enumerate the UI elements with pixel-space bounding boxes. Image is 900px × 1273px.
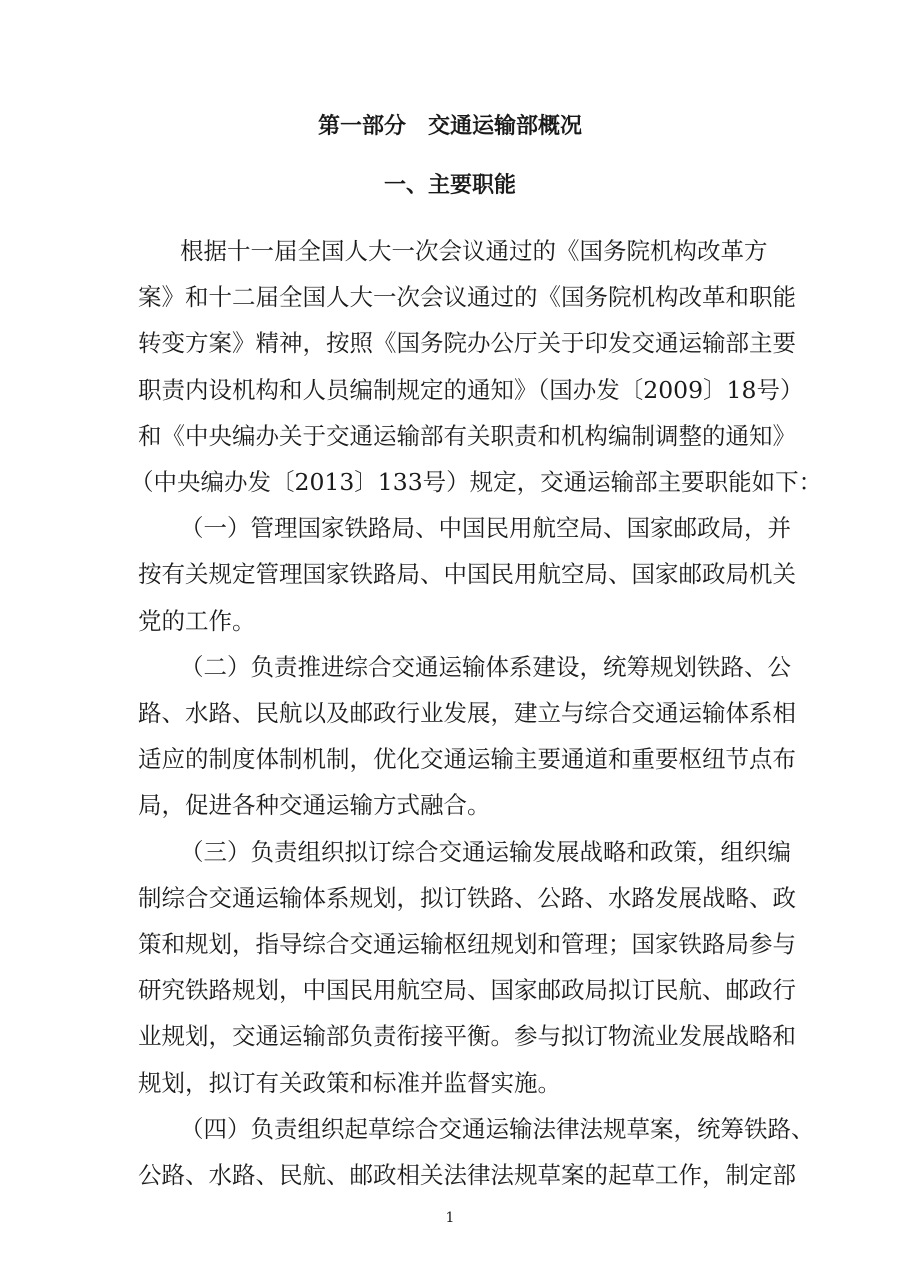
paragraph-line: 适应的制度体制机制，优化交通运输主要通道和重要枢纽节点布	[138, 745, 796, 773]
paragraph-line: （三）负责组织拟订综合交通运输发展战略和政策，组织编	[180, 838, 791, 866]
paragraph-line: （一）管理国家铁路局、中国民用航空局、国家邮政局，并	[180, 514, 791, 542]
paragraph-line: 策和规划，指导综合交通运输枢纽规划和管理；国家铁路局参与	[138, 930, 796, 958]
paragraph-line: 公路、水路、民航、邮政相关法律法规草案的起草工作，制定部	[138, 1161, 796, 1189]
paragraph-line: 按有关规定管理国家铁路局、中国民用航空局、国家邮政局机关	[138, 560, 796, 588]
paragraph-line: 转变方案》精神，按照《国务院办公厅关于印发交通运输部主要	[138, 329, 796, 357]
paragraph-line: 根据十一届全国人大一次会议通过的《国务院机构改革方	[180, 237, 768, 265]
part-title: 第一部分 交通运输部概况	[317, 114, 582, 139]
paragraph-line: 业规划，交通运输部负责衔接平衡。参与拟订物流业发展战略和	[138, 1022, 796, 1050]
section-title: 一、主要职能	[383, 173, 516, 198]
paragraph-line: 局，促进各种交通运输方式融合。	[138, 791, 491, 819]
paragraph-line: 制综合交通运输体系规划，拟订铁路、公路、水路发展战略、政	[138, 884, 796, 912]
paragraph-line: （中央编办发〔2013〕133号）规定，交通运输部主要职能如下：	[130, 468, 823, 496]
paragraph-line: 研究铁路规划，中国民用航空局、国家邮政局拟订民航、邮政行	[138, 976, 796, 1004]
paragraph-line: 和《中央编办关于交通运输部有关职责和机构编制调整的通知》	[138, 422, 796, 450]
paragraph-line: 案》和十二届全国人大一次会议通过的《国务院机构改革和职能	[138, 283, 796, 311]
paragraph-line: 规划，拟订有关政策和标准并监督实施。	[138, 1069, 561, 1097]
page-number: 1	[445, 1210, 455, 1226]
paragraph-line: 路、水路、民航以及邮政行业发展，建立与综合交通运输体系相	[138, 699, 796, 727]
paragraph-line: （二）负责推进综合交通运输体系建设，统筹规划铁路、公	[180, 653, 791, 681]
paragraph-line: （四）负责组织起草综合交通运输法律法规草案，统筹铁路、	[180, 1115, 815, 1143]
paragraph-line: 党的工作。	[138, 607, 256, 635]
paragraph-line: 职责内设机构和人员编制规定的通知》（国办发〔2009〕18号）	[138, 376, 804, 404]
